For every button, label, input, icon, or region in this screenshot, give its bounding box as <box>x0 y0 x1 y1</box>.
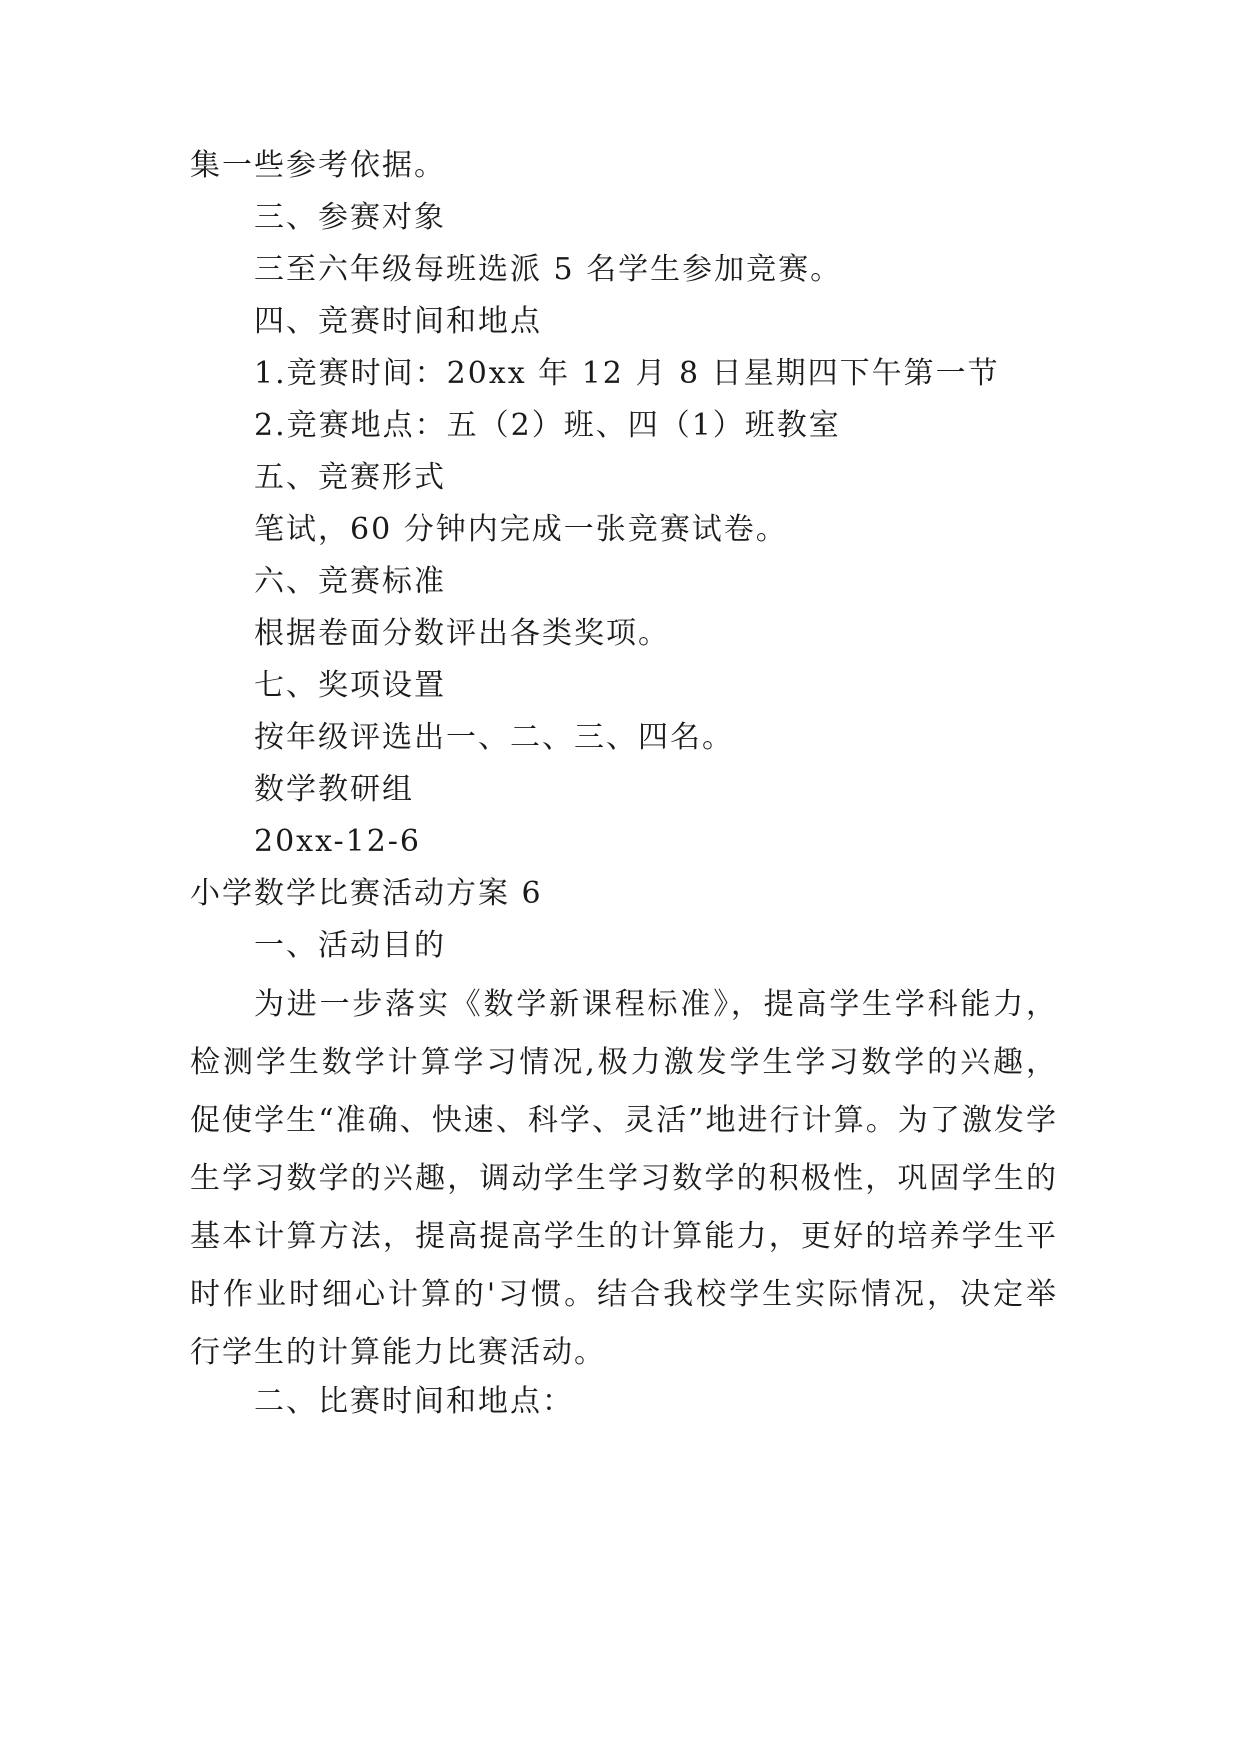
section-heading: 六、竞赛标准 <box>254 564 446 599</box>
section-title: 小学数学比赛活动方案 6 <box>190 876 543 911</box>
section-heading: 五、竞赛形式 <box>254 460 446 495</box>
section-heading: 四、竞赛时间和地点 <box>254 304 542 339</box>
text-line: 1.竞赛时间：20xx 年 12 月 8 日星期四下午第一节 <box>254 356 1000 391</box>
text-line: 2.竞赛地点：五（2）班、四（1）班教室 <box>254 408 841 443</box>
signature-date: 20xx-12-6 <box>254 824 422 859</box>
text-line: 根据卷面分数评出各类奖项。 <box>254 616 670 651</box>
section-heading: 一、活动目的 <box>254 928 446 963</box>
signature-org: 数学教研组 <box>254 772 414 807</box>
text-line: 按年级评选出一、二、三、四名。 <box>254 720 734 755</box>
section-heading: 七、奖项设置 <box>254 668 446 703</box>
section-heading: 三、参赛对象 <box>254 200 446 235</box>
section-heading: 二、比赛时间和地点： <box>254 1384 574 1419</box>
body-paragraph: 为进一步落实《数学新课程标准》，提高学生学科能力，检测学生数学计算学习情况,极力激发学生学习数学的兴趣，促使学生“准确、快速、科学、灵活”地进行计算。为了激发学生学习数学的兴趣，调动学生学习数学的积极性，巩固学生的基本计算方法，提高提高学生的计算能力，更好的培养学生平时作业时细心计算的'习惯。结合我校学生实际情况，决定举行学生的计算能力比赛活动。 <box>190 987 1058 1370</box>
text-line: 三至六年级每班选派 5 名学生参加竞赛。 <box>254 252 843 287</box>
text-line: 集一些参考依据。 <box>190 148 446 183</box>
text-line: 笔试，60 分钟内完成一张竞赛试卷。 <box>254 512 788 547</box>
